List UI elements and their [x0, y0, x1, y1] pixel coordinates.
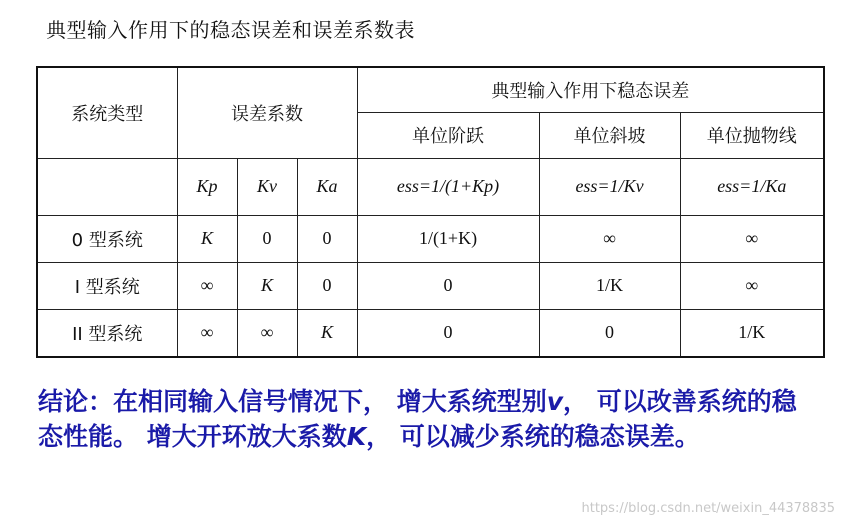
conclusion-text	[38, 384, 818, 454]
blank-cell	[37, 158, 177, 215]
header-unit-ramp: 单位斜坡	[539, 112, 680, 158]
row-type: II 型系统	[37, 309, 177, 357]
header-system-type: 系统类型	[37, 67, 177, 158]
cell-step: 1/(1+K)	[357, 215, 539, 262]
table-row	[37, 309, 824, 357]
header-unit-parabola: 单位抛物线	[680, 112, 824, 158]
cell-parabola: 1/K	[680, 309, 824, 357]
conclusion-part2: ， 可以改善系统的稳态性能。 增大开环放大系数	[38, 387, 797, 451]
header-error-coefficients: 误差系数	[177, 67, 357, 158]
conclusion-part3: ， 可以减少系统的稳态误差。	[366, 422, 700, 451]
cell-kv: ∞	[237, 309, 297, 357]
table-title: 典型输入作用下的稳态误差和误差系数表	[46, 18, 415, 42]
header-unit-step: 单位阶跃	[357, 112, 539, 158]
conclusion-part1: 结论：在相同输入信号情况下， 增大系统型别	[38, 387, 547, 416]
cell-kv: K	[237, 262, 297, 309]
cell-step: 0	[357, 309, 539, 357]
cell-kp: ∞	[177, 309, 237, 357]
formula-ramp: ess=1/Kv	[539, 158, 680, 215]
cell-parabola: ∞	[680, 215, 824, 262]
cell-ramp: 0	[539, 309, 680, 357]
coeff-kv: Kv	[237, 158, 297, 215]
cell-kv: 0	[237, 215, 297, 262]
table-row	[37, 262, 824, 309]
cell-ka: 0	[297, 262, 357, 309]
cell-ka: 0	[297, 215, 357, 262]
header-steady-state-error: 典型输入作用下稳态误差	[357, 67, 824, 112]
cell-parabola: ∞	[680, 262, 824, 309]
coeff-kp: Kp	[177, 158, 237, 215]
cell-kp: K	[177, 215, 237, 262]
steady-state-error-table	[36, 66, 825, 358]
cell-ramp: ∞	[539, 215, 680, 262]
row-type: 0 型系统	[37, 215, 177, 262]
cell-step: 0	[357, 262, 539, 309]
formula-step: ess=1/(1+Kp)	[357, 158, 539, 215]
cell-ka: K	[297, 309, 357, 357]
conclusion-k: K	[346, 422, 367, 451]
watermark: https://blog.csdn.net/weixin_44378835	[581, 501, 835, 516]
cell-kp: ∞	[177, 262, 237, 309]
coeff-ka: Ka	[297, 158, 357, 215]
table-row	[37, 215, 824, 262]
row-type: I 型系统	[37, 262, 177, 309]
cell-ramp: 1/K	[539, 262, 680, 309]
conclusion-v: v	[546, 387, 564, 416]
formula-parabola: ess=1/Ka	[680, 158, 824, 215]
